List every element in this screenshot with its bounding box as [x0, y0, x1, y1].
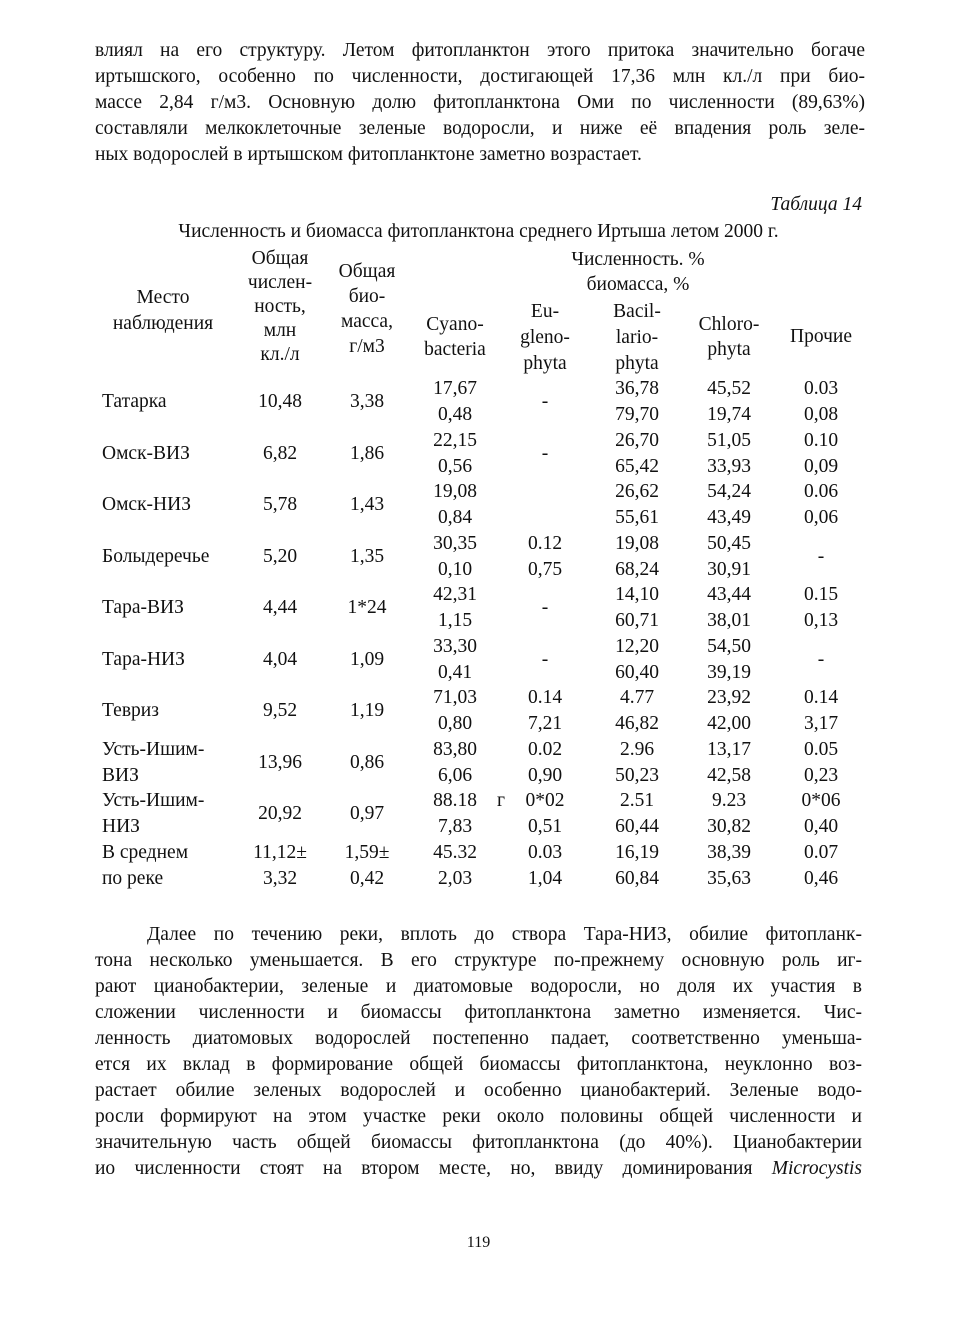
cell-cyano: [405, 737, 505, 788]
cell-line: Омск-НИЗ: [102, 493, 191, 515]
header-line: Общая: [251, 248, 309, 269]
cell-line: 0,10: [437, 558, 473, 580]
cell-count: [230, 698, 330, 724]
cell-chloro: [679, 737, 779, 788]
cell-line: 38,39: [707, 842, 751, 863]
header-line: gleno-: [520, 327, 570, 348]
cell-line: 0,23: [803, 764, 839, 786]
cell-line: 0,80: [437, 712, 473, 734]
cell-line: 54,24: [707, 481, 751, 502]
cell-chloro: [679, 531, 779, 582]
cell-count: [230, 492, 330, 518]
cell-line: Болыдеречье: [102, 545, 210, 567]
cell-bacil: [587, 479, 687, 530]
cell-line: 0.07: [803, 842, 839, 863]
header-line: Cyano-: [426, 314, 484, 335]
paragraph-line: значительную часть общей биомассы фитопланктона (до 40%). Цианобактерии: [95, 1132, 862, 1153]
cell-cyano: [405, 634, 505, 685]
cell-eugleno: [495, 441, 595, 467]
cell-line: 60,84: [615, 867, 659, 889]
cell-line: 4,44: [262, 596, 298, 618]
cell-line: 0.03: [527, 842, 563, 863]
cell-cyano: [405, 531, 505, 582]
cell-line: 42,00: [707, 712, 751, 734]
cell-biomass: [317, 492, 417, 518]
cell-place: [102, 737, 204, 788]
paragraph-bottom: [95, 922, 862, 1182]
cell-line: 9,52: [262, 699, 298, 721]
header-line: биомасса, %: [586, 274, 690, 295]
cell-line: 1,59±: [344, 842, 390, 863]
cell-line: 0.12: [527, 533, 563, 554]
cell-line: 14,10: [615, 584, 659, 605]
cell-line: 0,42: [349, 867, 385, 889]
cell-line: Тевриз: [102, 699, 159, 721]
cell-bacil: [587, 685, 687, 736]
cell-place: [102, 595, 184, 621]
cell-line: -: [541, 390, 549, 412]
cell-place: [102, 544, 209, 570]
cell-line: 5,20: [262, 545, 298, 567]
cell-line: 1,04: [527, 867, 563, 889]
cell-biomass: [317, 698, 417, 724]
cell-line: 1,15: [437, 609, 473, 631]
cell-line: 19,08: [433, 481, 477, 502]
cell-eugleno: [495, 531, 595, 582]
cell-line: 10,48: [258, 390, 302, 412]
header-line: Общая: [338, 261, 396, 282]
cell-line: 0,97: [349, 802, 385, 824]
cell-line: 26,62: [615, 481, 659, 502]
header-line: phyta: [523, 353, 567, 374]
paragraph-text: ио численности стоят на втором месте, но, ввиду доминирования: [95, 1158, 772, 1179]
cell-line: Татарка: [102, 390, 167, 412]
cell-line: 45.32: [433, 842, 477, 863]
cell-line: 71,03: [433, 687, 477, 708]
header-line: ность,: [254, 296, 306, 317]
cell-line: 1,86: [349, 442, 385, 464]
cell-line: 7,21: [527, 712, 563, 734]
cell-line: Усть-Ишим-: [102, 790, 205, 811]
cell-line: 0.02: [527, 739, 563, 760]
header-line: Численность. %: [571, 249, 705, 270]
cell-chloro: [679, 582, 779, 633]
cell-line: 45,52: [707, 378, 751, 399]
cell-cyano: [405, 840, 505, 891]
cell-line: 0,48: [437, 403, 473, 425]
cell-line: 13,96: [258, 751, 302, 773]
cell-bacil: [587, 376, 687, 427]
cell-line: 88.18: [433, 790, 477, 811]
cell-place: [102, 788, 204, 839]
cell-place: [102, 389, 167, 415]
cell-line: 60,44: [615, 815, 659, 837]
cell-line: 5,78: [262, 493, 298, 515]
cell-line: 0,06: [803, 506, 839, 528]
header-line: г/м3: [349, 336, 385, 357]
cell-chloro: [679, 634, 779, 685]
cell-line: 7,83: [437, 815, 473, 837]
cell-line: 0.14: [527, 687, 563, 708]
header-line: числен-: [247, 272, 313, 293]
cell-line: 0.06: [803, 481, 839, 502]
cell-line: 9.23: [711, 790, 747, 811]
cell-count: [230, 647, 330, 673]
cell-other: [771, 428, 871, 479]
cell-bacil: [587, 840, 687, 891]
cell-line: 30,82: [707, 815, 751, 837]
cell-line: Усть-Ишим-: [102, 739, 205, 760]
paragraph-line: растает обилие зеленых водорослей и особенно цианобактерий. Зеленые водо-: [95, 1080, 862, 1101]
header-line: кл./л: [260, 344, 300, 365]
cell-line: 26,70: [615, 430, 659, 451]
cell-line: 38,01: [707, 609, 751, 631]
cell-line: 1,35: [349, 545, 385, 567]
cell-chloro: [679, 685, 779, 736]
cell-line: 68,24: [615, 558, 659, 580]
cell-line: 46,82: [615, 712, 659, 734]
cell-other: [771, 647, 871, 673]
cell-biomass: [317, 389, 417, 415]
cell-count: [230, 544, 330, 570]
header-line: Место: [136, 287, 190, 308]
cell-line: 20,92: [258, 802, 302, 824]
header-line: phyta: [707, 339, 751, 360]
cell-biomass: [317, 750, 417, 776]
cell-line: -: [541, 648, 549, 670]
cell-line: 0,40: [803, 815, 839, 837]
cell-line: ВИЗ: [102, 764, 139, 786]
paragraph-line: Далее по течению реки, вплоть до створа Тара-НИЗ, обилие фитопланк-: [147, 924, 862, 945]
cell-line: В среднем: [102, 842, 189, 863]
cell-cyano: [405, 428, 505, 479]
cell-line: 39,19: [707, 661, 751, 683]
cell-line: 42,31: [433, 584, 477, 605]
header-line: bacteria: [424, 339, 486, 360]
cell-line: 0,13: [803, 609, 839, 631]
cell-biomass: [317, 840, 417, 891]
cell-biomass: [317, 544, 417, 570]
cell-count: [230, 389, 330, 415]
cell-biomass: [317, 801, 417, 827]
cell-line: 30,35: [433, 533, 477, 554]
cell-line: 1,43: [349, 493, 385, 515]
cell-bacil: [587, 531, 687, 582]
cell-line: 33,93: [707, 455, 751, 477]
cell-line: 0.15: [803, 584, 839, 605]
cell-line: -: [541, 442, 549, 464]
cell-line: 0*02: [525, 790, 565, 811]
cell-other: [771, 840, 871, 891]
cell-eugleno: [495, 840, 595, 891]
cell-line: 0.14: [803, 687, 839, 708]
cell-line: 2.96: [619, 739, 655, 760]
header-group_header: [568, 247, 708, 297]
paragraph-line: сложении численности и биомассы фитопланктона заметно изменяется. Чис-: [95, 1002, 862, 1023]
paragraph-line: рают цианобактерии, зеленые и диатомовые водоросли, но доля их участия в: [95, 976, 862, 997]
paragraph-line: росли формируют на этом участке реки около половины общей численности и: [95, 1106, 862, 1127]
paragraph-line: [95, 1156, 862, 1182]
paragraph-line: ется их вклад в формирование общей биомассы фитопланктона, неуклонно воз-: [95, 1054, 862, 1075]
cell-line: 3,32: [262, 867, 298, 889]
cell-cyano: [405, 685, 505, 736]
cell-line: 60,71: [615, 609, 659, 631]
cell-eugleno: [495, 685, 595, 736]
paragraph-line: ных водорослей в иртышском фитопланктоне заметно возрастает.: [95, 144, 642, 165]
header-line: Прочие: [790, 326, 852, 347]
paragraph-line: тона несколько уменьшается. В его структуре по-прежнему основную роль иг-: [95, 950, 862, 971]
cell-line: 6,82: [262, 442, 298, 464]
cell-line: 79,70: [615, 403, 659, 425]
header-line: био-: [348, 286, 386, 307]
cell-line: 4.77: [619, 687, 655, 708]
cell-line: 43,44: [707, 584, 751, 605]
cell-other: [771, 788, 871, 839]
header-line: млн: [263, 320, 297, 341]
cell-line: 4,04: [262, 648, 298, 670]
cell-line: 0.03: [803, 378, 839, 399]
cell-line: 54,50: [707, 636, 751, 657]
cell-cyano: [405, 479, 505, 530]
header-line: lario-: [615, 327, 659, 348]
cell-line: 43,49: [707, 506, 751, 528]
cell-line: НИЗ: [102, 815, 140, 837]
cell-line: 23,92: [707, 687, 751, 708]
cell-chloro: [679, 788, 779, 839]
header-line: масса,: [341, 311, 393, 332]
cell-other: [771, 685, 871, 736]
table-label: Таблица 14: [770, 194, 862, 215]
stray-mark: г: [497, 790, 505, 811]
cell-line: 3,17: [803, 712, 839, 734]
cell-bacil: [587, 737, 687, 788]
cell-eugleno: [495, 737, 595, 788]
cell-biomass: [317, 441, 417, 467]
cell-place: [102, 492, 191, 518]
cell-other: [771, 376, 871, 427]
cell-line: по реке: [102, 867, 164, 889]
table-caption: Численность и биомасса фитопланктона среднего Иртыша летом 2000 г.: [178, 221, 779, 242]
paragraph-line: ленность диатомовых водорослей постепенно падает, соответственно уменьша-: [95, 1028, 862, 1049]
cell-cyano: [405, 582, 505, 633]
header-line: Chloro-: [698, 314, 760, 335]
cell-line: 22,15: [433, 430, 477, 451]
cell-line: 0.10: [803, 430, 839, 451]
cell-line: 50,45: [707, 533, 751, 554]
cell-biomass: [317, 595, 417, 621]
species-name: Microcystis: [771, 1158, 862, 1179]
header-line: Bacil-: [613, 301, 661, 322]
header-line: наблюдения: [112, 313, 214, 334]
cell-count: [230, 840, 330, 891]
cell-line: 0,09: [803, 455, 839, 477]
cell-line: 2,03: [437, 867, 473, 889]
cell-count: [230, 801, 330, 827]
cell-line: 0,56: [437, 455, 473, 477]
cell-line: Омск-ВИЗ: [102, 442, 190, 464]
cell-line: 0.05: [803, 739, 839, 760]
cell-chloro: [679, 840, 779, 891]
cell-line: -: [817, 648, 825, 670]
cell-line: 0,46: [803, 867, 839, 889]
cell-line: 11,12±: [253, 842, 307, 863]
cell-eugleno: [495, 647, 595, 673]
page-number: 119: [466, 1234, 491, 1251]
cell-other: [771, 544, 871, 570]
paragraph-top: [95, 38, 865, 168]
cell-place: [102, 840, 188, 891]
cell-bacil: [587, 634, 687, 685]
cell-line: 60,40: [615, 661, 659, 683]
cell-other: [771, 582, 871, 633]
cell-line: 19,74: [707, 403, 751, 425]
cell-line: Тара-ВИЗ: [102, 596, 184, 618]
cell-line: 83,80: [433, 739, 477, 760]
paragraph-line: иртышского, особенно по численности, достигающей 17,36 млн кл./л при био-: [95, 66, 865, 87]
cell-line: 0,41: [437, 661, 473, 683]
paragraph-line: массе 2,84 г/м3. Основную долю фитопланктона Оми по численности (89,63%): [95, 92, 865, 113]
cell-line: 12,20: [615, 636, 659, 657]
cell-line: 0,51: [527, 815, 563, 837]
cell-eugleno: [495, 595, 595, 621]
cell-line: 1*24: [347, 596, 387, 618]
cell-place: [102, 698, 159, 724]
header-line: phyta: [615, 353, 659, 374]
cell-other: [771, 737, 871, 788]
cell-line: 2.51: [619, 790, 655, 811]
cell-line: 42,58: [707, 764, 751, 786]
cell-line: 36,78: [615, 378, 659, 399]
paragraph-line: составляли мелкоклеточные зеленые водоросли, и ниже её впадения роль зеле-: [95, 118, 865, 139]
cell-place: [102, 647, 185, 673]
cell-bacil: [587, 788, 687, 839]
cell-line: 16,19: [615, 842, 659, 863]
cell-line: 51,05: [707, 430, 751, 451]
cell-eugleno: [495, 389, 595, 415]
cell-line: 1,09: [349, 648, 385, 670]
cell-line: 6,06: [437, 764, 473, 786]
cell-line: 35,63: [707, 867, 751, 889]
cell-chloro: [679, 376, 779, 427]
cell-count: [230, 595, 330, 621]
cell-line: 65,42: [615, 455, 659, 477]
cell-bacil: [587, 428, 687, 479]
cell-line: 0,90: [527, 764, 563, 786]
cell-line: 17,67: [433, 378, 477, 399]
cell-other: [771, 479, 871, 530]
cell-line: 55,61: [615, 506, 659, 528]
cell-chloro: [679, 428, 779, 479]
cell-line: -: [817, 545, 825, 567]
cell-line: 3,38: [349, 390, 385, 412]
cell-line: Тара-НИЗ: [102, 648, 185, 670]
cell-biomass: [317, 647, 417, 673]
cell-eugleno: [495, 788, 595, 839]
cell-place: [102, 441, 190, 467]
cell-count: [230, 750, 330, 776]
cell-line: 50,23: [615, 764, 659, 786]
cell-chloro: [679, 479, 779, 530]
cell-count: [230, 441, 330, 467]
header-other: [751, 324, 891, 349]
cell-line: 0*06: [801, 790, 841, 811]
cell-line: 0,08: [803, 403, 839, 425]
paragraph-line: влиял на его структуру. Летом фитопланктон этого притока значительно богаче: [95, 40, 865, 61]
header-line: Eu-: [530, 301, 560, 322]
cell-cyano: [405, 376, 505, 427]
cell-line: 33,30: [433, 636, 477, 657]
cell-line: 19,08: [615, 533, 659, 554]
cell-line: 0,75: [527, 558, 563, 580]
cell-cyano: [405, 788, 505, 839]
cell-line: -: [541, 596, 549, 618]
cell-bacil: [587, 582, 687, 633]
cell-line: 0,86: [349, 751, 385, 773]
cell-line: 0,84: [437, 506, 473, 528]
cell-line: 30,91: [707, 558, 751, 580]
cell-line: 13,17: [707, 739, 751, 760]
cell-line: 1,19: [349, 699, 385, 721]
